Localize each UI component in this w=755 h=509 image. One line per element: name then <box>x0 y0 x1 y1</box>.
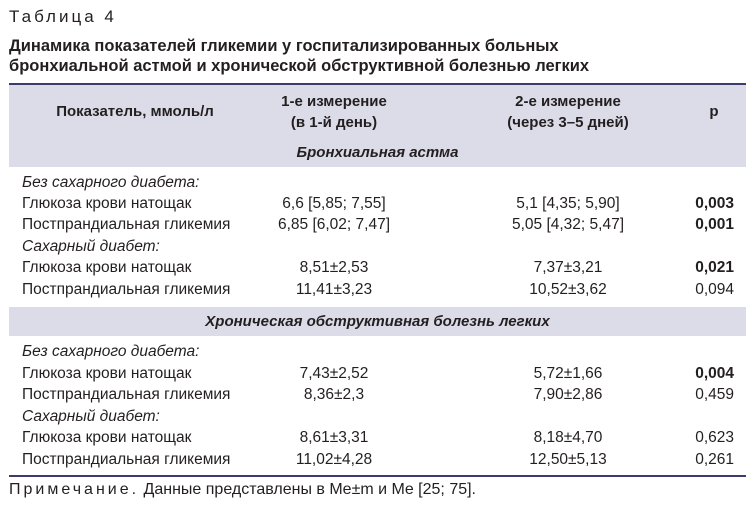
group-label: Без сахарного диабета: <box>22 343 200 360</box>
row-m2: 5,72±1,66 <box>533 365 603 382</box>
note-label: Примечание. <box>9 481 140 498</box>
title-line-2: бронхиальной астмой и хронической обструктивной болезнью легких <box>9 57 590 75</box>
row-m2: 5,05 [4,32; 5,47] <box>511 216 625 233</box>
section-title: Бронхиальная астма <box>296 144 459 161</box>
row-name: Постпрандиальная гликемия <box>22 216 231 233</box>
header-col-p: p <box>709 103 719 120</box>
group-label: Сахарный диабет: <box>22 408 160 425</box>
row-m2: 10,52±3,62 <box>529 281 607 298</box>
row-name: Глюкоза крови натощак <box>22 429 192 446</box>
row-m1: 8,61±3,31 <box>299 429 369 446</box>
row-m2: 5,1 [4,35; 5,90] <box>516 195 620 212</box>
row-p: 0,623 <box>695 429 734 446</box>
row-p: 0,021 <box>695 259 734 276</box>
row-m1: 8,36±2,3 <box>303 386 365 403</box>
section-title: Хроническая обструктивная болезнь легких <box>205 313 550 330</box>
row-name: Глюкоза крови натощак <box>22 195 192 212</box>
header-col-first-line2: (в 1-й день) <box>290 114 378 131</box>
group-label: Без сахарного диабета: <box>22 174 200 191</box>
row-name: Постпрандиальная гликемия <box>22 386 231 403</box>
table-note <box>9 481 476 499</box>
row-p: 0,004 <box>695 365 734 382</box>
row-p: 0,001 <box>695 216 734 233</box>
header-col-indicator: Показатель, ммоль/л <box>56 103 214 120</box>
bottom-rule <box>9 475 746 477</box>
row-m1: 6,85 [6,02; 7,47] <box>277 216 391 233</box>
table-label: Таблица 4 <box>9 7 117 26</box>
header-col-second-line1: 2-е измерение <box>515 93 621 110</box>
row-p: 0,459 <box>695 386 734 403</box>
row-m2: 12,50±5,13 <box>529 451 607 468</box>
row-m1: 11,02±4,28 <box>295 451 373 468</box>
row-m2: 8,18±4,70 <box>533 429 603 446</box>
row-p: 0,261 <box>695 451 734 468</box>
note-text: Данные представлены в Me±m и Me [25; 75]. <box>139 481 476 498</box>
title-line-1: Динамика показателей гликемии у госпитализированных больных <box>9 37 559 55</box>
group-label: Сахарный диабет: <box>22 238 160 255</box>
row-p: 0,094 <box>695 281 734 298</box>
row-name: Глюкоза крови натощак <box>22 365 192 382</box>
row-name: Постпрандиальная гликемия <box>22 281 231 298</box>
row-m2: 7,90±2,86 <box>533 386 603 403</box>
row-m1: 11,41±3,23 <box>295 281 373 298</box>
header-col-first-line1: 1-е измерение <box>281 93 387 110</box>
row-m1: 6,6 [5,85; 7,55] <box>282 195 386 212</box>
row-m1: 7,43±2,52 <box>299 365 369 382</box>
row-m2: 7,37±3,21 <box>533 259 603 276</box>
row-name: Постпрандиальная гликемия <box>22 451 231 468</box>
row-name: Глюкоза крови натощак <box>22 259 192 276</box>
row-m1: 8,51±2,53 <box>299 259 369 276</box>
table-title <box>9 36 744 76</box>
row-p: 0,003 <box>695 195 734 212</box>
header-col-second-line2: (через 3–5 дней) <box>507 114 629 131</box>
